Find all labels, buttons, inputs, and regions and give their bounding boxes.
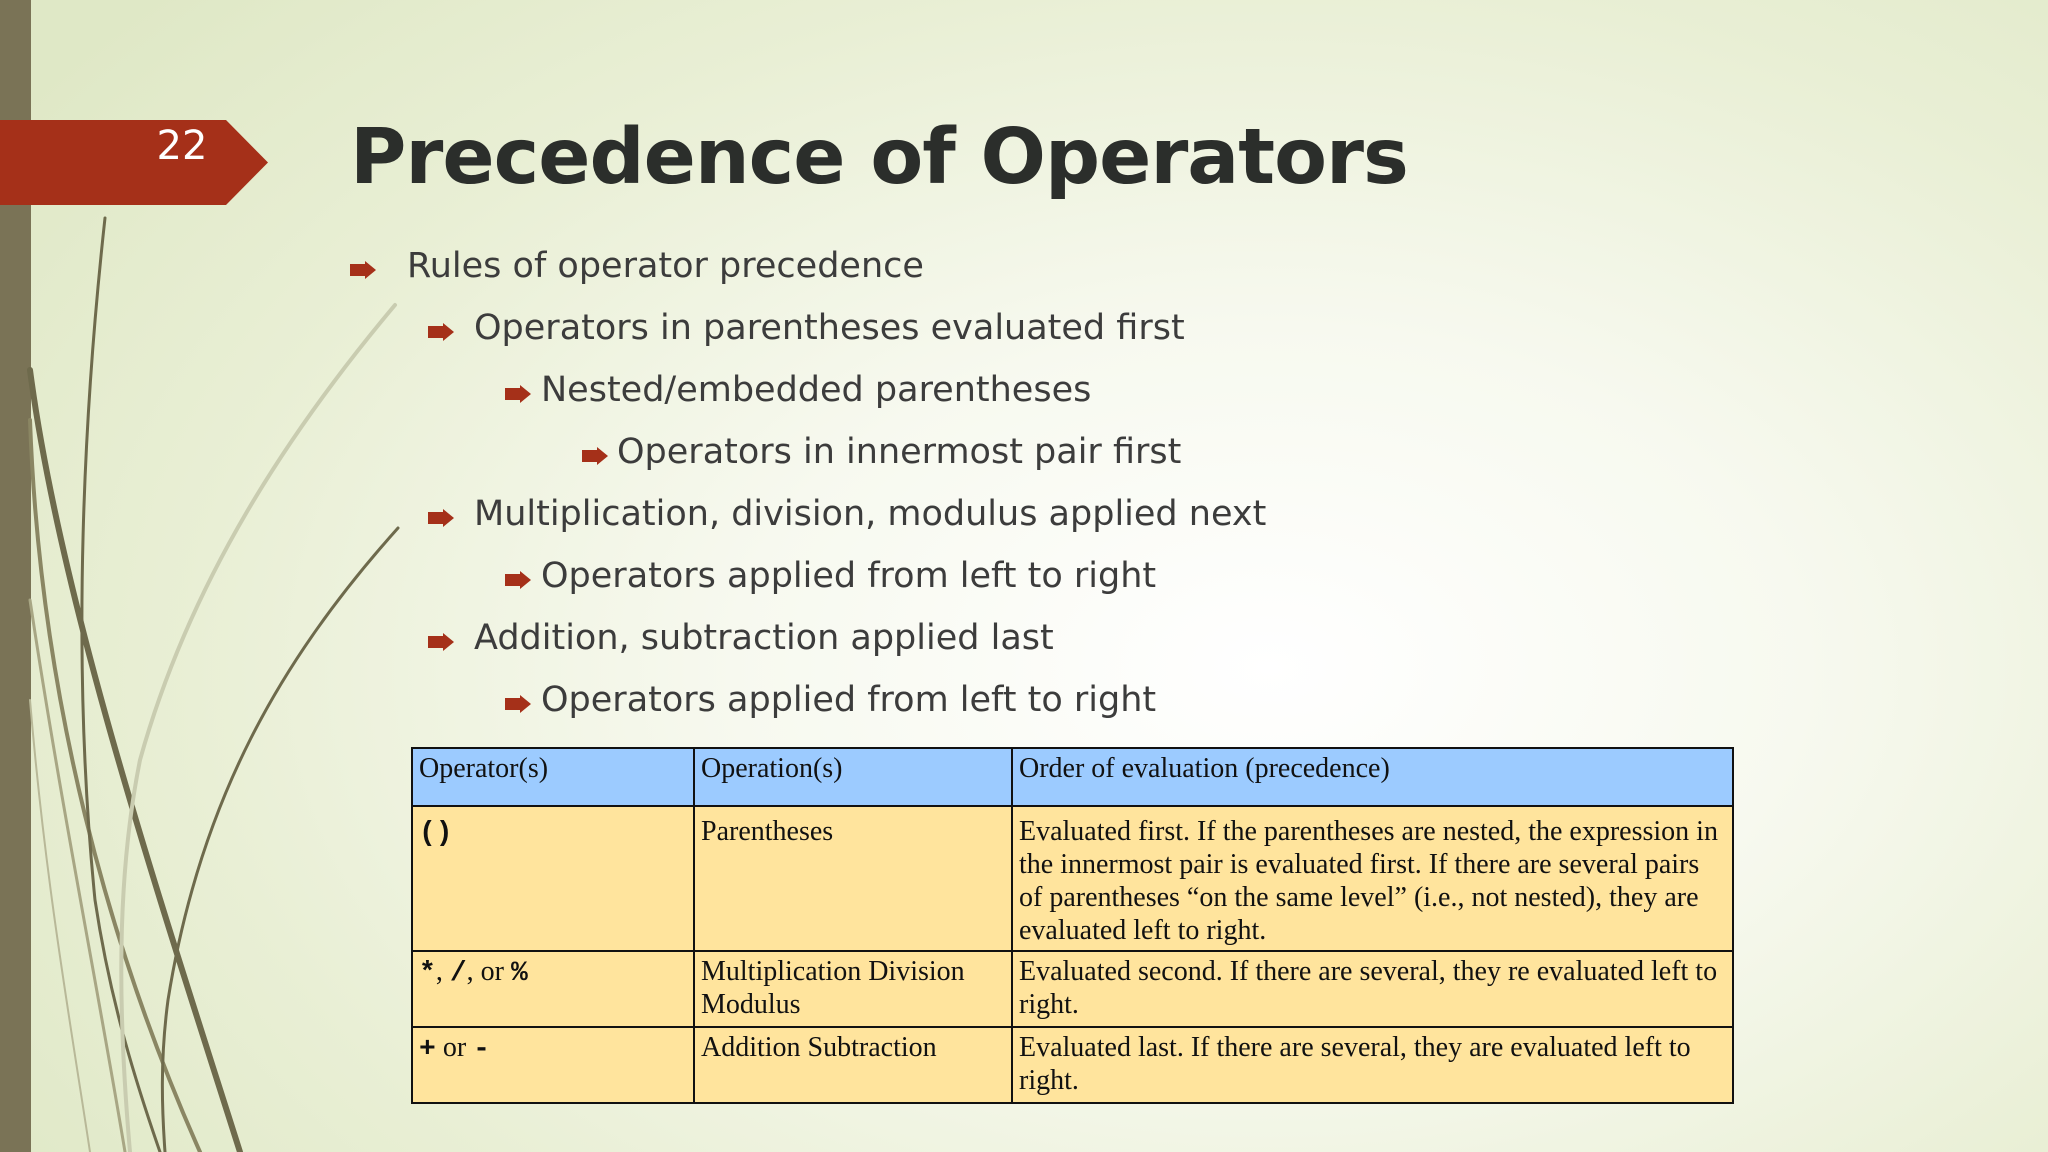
operator-separator: , — [435, 956, 450, 987]
slide-number-tag — [0, 120, 268, 205]
operator-symbol: () — [419, 818, 453, 849]
arrow-right-bullet-icon — [350, 261, 376, 279]
bullet-text: Operators in parentheses evaluated first — [474, 308, 1185, 348]
operator-symbol: / — [449, 958, 467, 989]
arrow-right-bullet-icon — [505, 385, 531, 403]
arrow-right-bullet-icon — [505, 571, 531, 589]
operator-separator: , or — [466, 956, 511, 987]
bullet-text: Nested/embedded parentheses — [541, 370, 1092, 410]
operator-cell — [412, 1027, 694, 1103]
precedence-table — [411, 747, 1734, 1104]
operation-cell — [694, 1027, 1012, 1103]
bullet-text: Rules of operator precedence — [407, 246, 924, 286]
order-cell: Evaluated last. If there are several, they are evaluated left to right. — [1012, 1027, 1733, 1103]
bullet-text: Operators in innermost pair first — [617, 432, 1182, 472]
operator-separator: or — [435, 1032, 474, 1063]
bullet-text: Operators applied from left to right — [541, 556, 1157, 596]
order-cell: Evaluated first. If the parentheses are nested, the expression in the innermost pair is evaluated first. If there are several pairs of parentheses “on the same level” (i.e., not nested), they are evaluated left to right. — [1012, 806, 1733, 951]
arrow-right-bullet-icon — [428, 509, 454, 527]
operator-symbol: - — [473, 1034, 490, 1065]
arrow-right-bullet-icon — [505, 695, 531, 713]
order-cell: Evaluated second. If there are several, they re evaluated left to right. — [1012, 951, 1733, 1027]
bullet-text: Operators applied from left to right — [541, 680, 1157, 720]
arrow-right-bullet-icon — [582, 447, 608, 465]
table-header-row — [412, 748, 1733, 806]
operator-symbol: * — [419, 958, 436, 989]
arrow-right-bullet-icon — [428, 323, 454, 341]
operator-cell — [412, 806, 694, 951]
operator-symbol: % — [510, 958, 528, 989]
column-header-operations: Operation(s) — [694, 748, 1012, 806]
table-row — [412, 806, 1733, 951]
column-header-order: Order of evaluation (precedence) — [1012, 748, 1733, 806]
table-row — [412, 1027, 1733, 1103]
operation-cell: Parentheses — [694, 806, 1012, 951]
operation-cell: Multiplication Division Modulus — [694, 951, 1012, 1027]
operator-cell — [412, 951, 694, 1027]
operation-text: Addition Subtraction — [701, 1032, 937, 1063]
slide-title: Precedence of Operators — [350, 113, 1408, 202]
column-header-operators: Operator(s) — [412, 748, 694, 806]
bullet-text: Addition, subtraction applied last — [474, 618, 1054, 658]
table-row — [412, 951, 1733, 1027]
operator-symbol: + — [419, 1034, 436, 1065]
arrow-right-bullet-icon — [428, 633, 454, 651]
slide-number: 22 — [156, 123, 208, 169]
bullet-text: Multiplication, division, modulus applied next — [474, 494, 1267, 534]
